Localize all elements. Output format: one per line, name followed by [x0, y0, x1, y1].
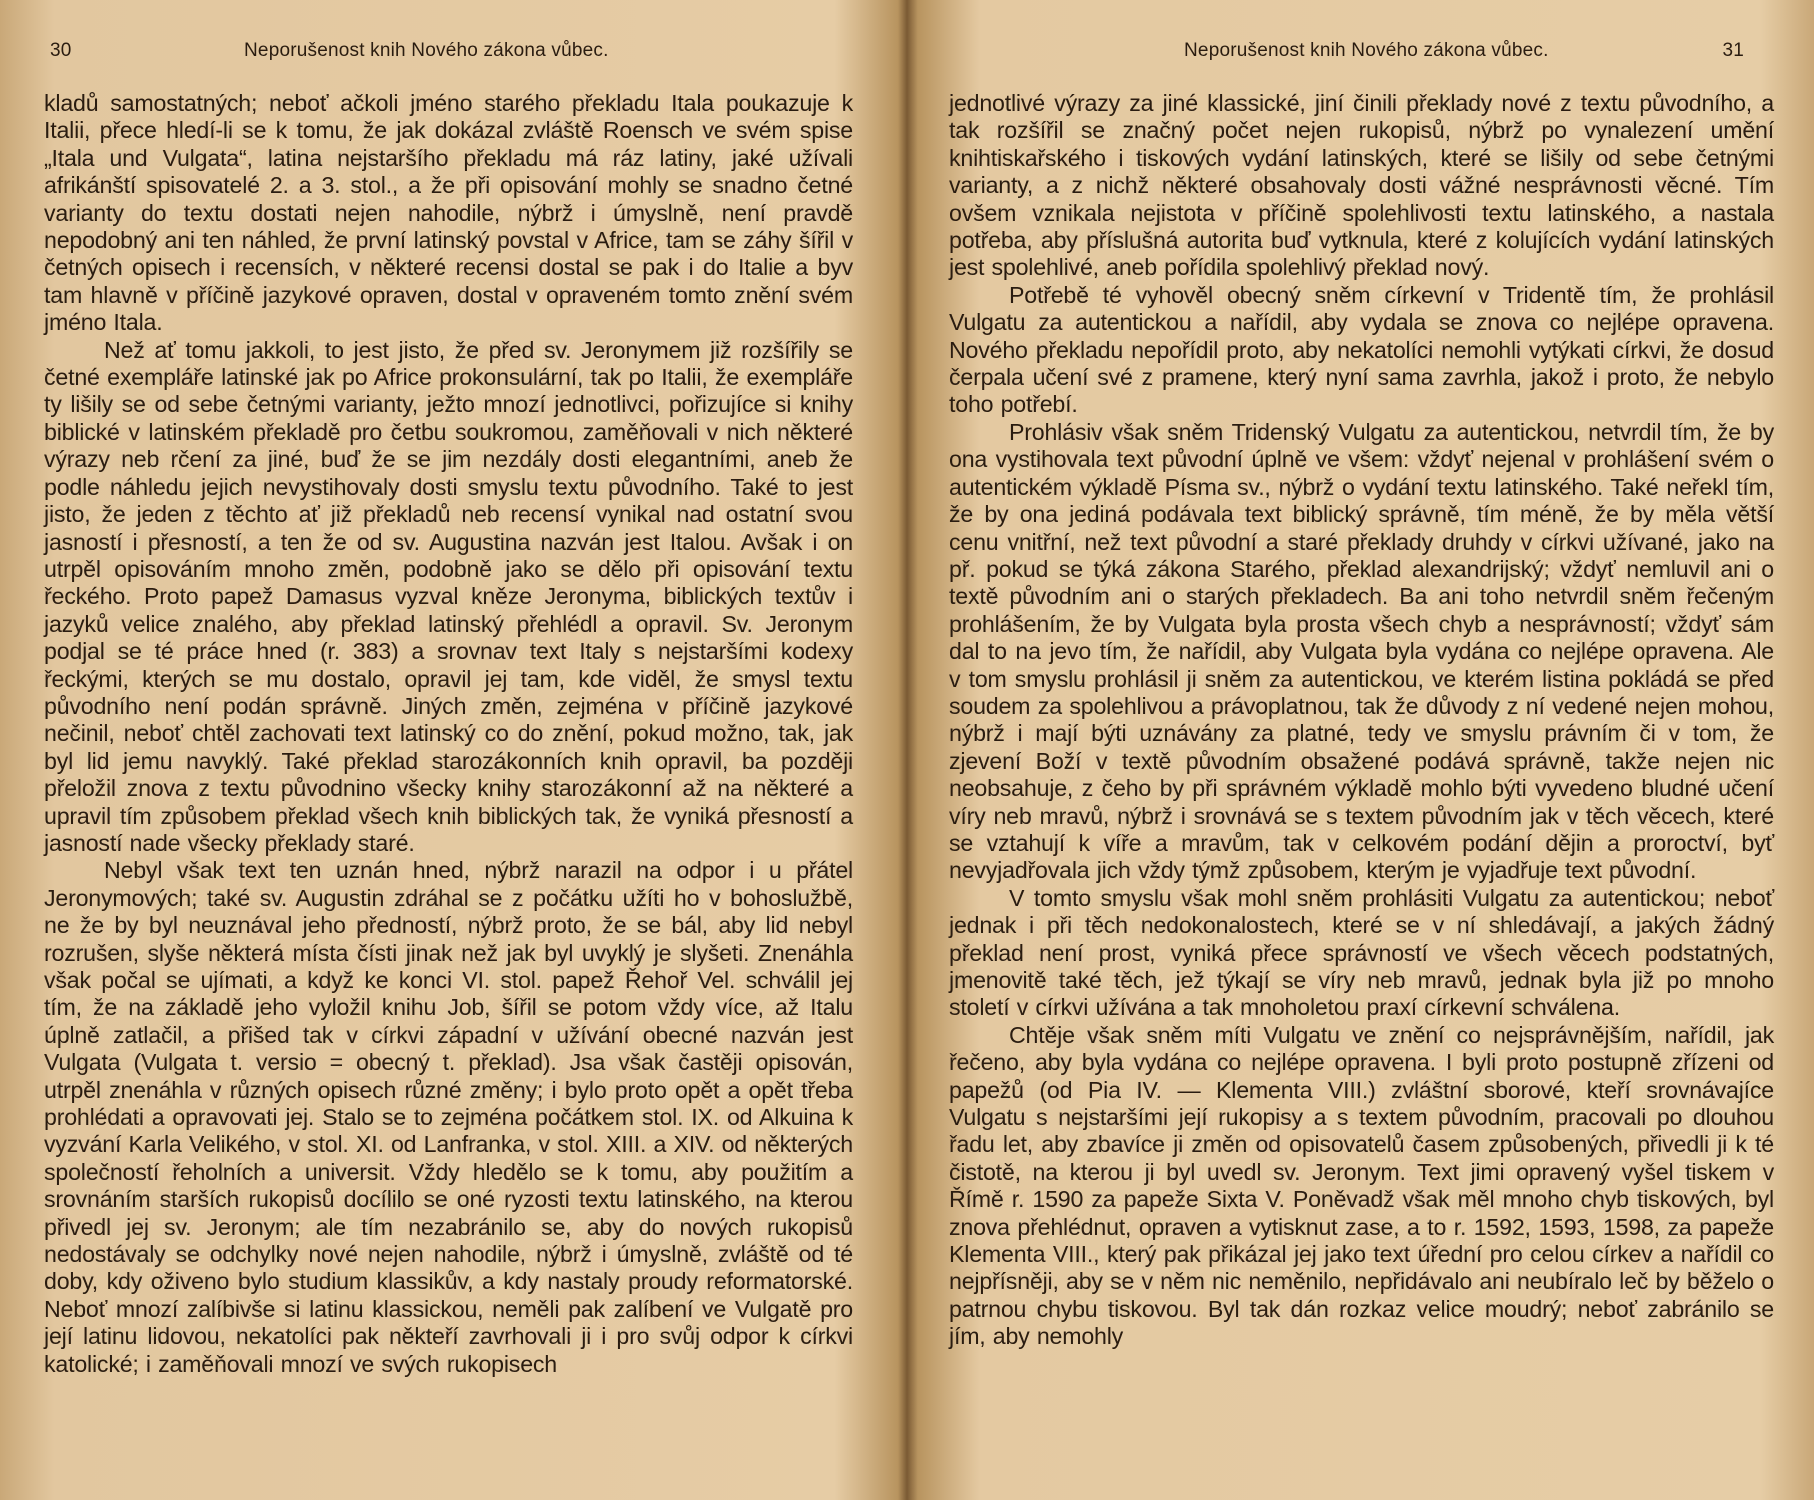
- paragraph: kladů samostatných; neboť ačkoli jméno starého překladu Itala poukazuje k Italii, přece hledí-li se k tomu, že jak dokázal zvláště Roensch ve svém spise „Itala und Vulgata“, latina nejstaršího překladu má ráz latiny, jaké užívali afrikánští spisovatelé 2. a 3. stol., a že při opisování mohly se snadno četné varianty do textu dostati nejen nahodile, nýbrž i úmyslně, není pravdě nepodobný ani ten náhled, že první latinský povstal v Africe, tam se záhy šířil v četných opisech i recensích, v některé recensi dostal se pak i do Italie a byv tam hlavně v příčině jazykové opraven, dostal v opraveném tomto znění svém jméno Itala.: [44, 90, 853, 336]
- page-header: [949, 40, 1774, 74]
- paragraph: Potřebě té vyhověl obecný sněm církevní v Tridentě tím, že prohlásil Vulgatu za autentickou a nařídil, aby vydala se znova co nejlépe opravena. Nového překladu nepořídil proto, aby nekatolíci nemohli vytýkati církvi, že dosud čerpala učení své z pramene, který nyní sama zavrhla, jakož i proto, že nebylo toho potřebí.: [949, 281, 1774, 418]
- right-page: [909, 0, 1814, 1500]
- page-body-text: [44, 90, 853, 1378]
- left-page: [0, 0, 905, 1500]
- page-header: [44, 40, 853, 74]
- paragraph: Nebyl však text ten uznán hned, nýbrž narazil na odpor i u přátel Jeronymových; také sv. Augustin zdráhal se z počátku užíti ho v bohoslužbě, ne že by byl neuznával jeho předností, nýbrž proto, že se bál, aby lid nebyl rozrušen, slyše některá místa čísti jinak než jak byl uvyklý je slyšeti. Znenáhla však počal se ujímati, a když ke konci VI. stol. papež Řehoř Vel. schválil jej tím, že na základě jeho vyložil knihu Job, šířil se potom vždy více, až Italu úplně zatlačil, a přišed tak v církvi západní v užívání obecné nazván jest Vulgata (Vulgata t. versio = obecný t. překlad). Jsa však častěji opisován, utrpěl znenáhla v různých opisech různé změny; i bylo proto opět a opět třeba prohlédati a opravovati jej. Stalo se to zejména počátkem stol. IX. od Alkuina k vyzvání Karla Velikého, v stol. XI. od Lanfranka, v stol. XIII. a XIV. od některých společností řeholních a universit. Vždy hledělo se k tomu, aby použitím a srovnáním starších rukopisů docílilo se oné ryzosti textu latinského, na kterou přivedl jej sv. Jeronym; ale tím nezabránilo se, aby do nových rukopisů nedostávaly se odchylky nové nejen nahodile, nýbrž i úmyslně, zvláště od té doby, kdy oživeno bylo studium klassikův, a kdy nastaly proudy reformatorské. Neboť mnozí zalíbivše si latinu klassickou, neměli pak zalíbení ve Vulgatě pro její latinu lidovou, nekatolíci pak někteří zavrhovali ji i pro svůj odpor k církvi katolické; i zaměňovali mnozí ve svých rukopisech: [44, 857, 853, 1377]
- running-title: Neporušenost knih Nového zákona vůbec.: [1184, 40, 1549, 61]
- running-title: Neporušenost knih Nového zákona vůbec.: [244, 40, 609, 61]
- page-body-text: [949, 90, 1774, 1351]
- paragraph: jednotlivé výrazy za jiné klassické, jiní činili překlady nové z textu původního, a tak rozšířil se značný počet nejen rukopisů, nýbrž po vynalezení umění knihtiskařského i tiskových vydání latinských, které se lišily od sebe četnými varianty, a z nichž některé obsahovaly dosti vážné nesprávnosti věcné. Tím ovšem vznikala nejistota v příčině spolehlivosti textu latinského, a nastala potřeba, aby příslušná autorita buď vytknula, které z kolujících vydání latinských jest spolehlivé, aneb pořídila spolehlivý překlad nový.: [949, 90, 1774, 281]
- paragraph: Chtěje však sněm míti Vulgatu ve znění co nejsprávnějším, nařídil, jak řečeno, aby byla vydána co nejlépe opravena. I byli proto postupně zřízeni od papežů (od Pia IV. — Klementa VIII.) zvláštní sborové, kteří srovnávajíce Vulgatu s nejstaršími její rukopisy a s textem původním, pracovali po dlouhou řadu let, aby zbavíce ji změn od opisovatelů časem způsobených, přivedli ji k té čistotě, na kterou ji byl uvedl sv. Jeronym. Text jimi opravený vyšel tiskem v Římě r. 1590 za papeže Sixta V. Poněvadž však měl mnoho chyb tiskových, byl znova přehlédnut, opraven a vytisknut zase, a to r. 1592, 1593, 1598, za papeže Klementa VIII., který pak přikázal jej jako text úřední pro celou církev a nařídil co nejpřísněji, aby se v něm nic neměnilo, nepřidávalo ani neubíralo leč by běželo o patrnou chybu tiskovou. Byl tak dán rozkaz velice moudrý; neboť zabránilo se jím, aby nemohly: [949, 1021, 1774, 1350]
- paragraph: Prohlásiv však sněm Tridenský Vulgatu za autentickou, netvrdil tím, že by ona vystihovala text původní úplně ve všem: vždyť nejenal v prohlášení svém o autentickém výkladě Písma sv., nýbrž o vydání textu latinského. Také neřekl tím, že by ona jediná podávala text biblický správně, tím méně, že by měla větší cenu vnitřní, než text původní a staré překlady druhdy v církvi užívané, jako na př. pokud se týká zákona Starého, překlad alexandrijský; vždyť nemluvil ani o textě původním ani o starých překladech. Ba ani toho netvrdil sněm řečeným prohlášením, že by Vulgata byla prosta všech chyb a nesprávností; vždyť sám dal to na jevo tím, že nařídil, aby Vulgata byla vydána co nejlépe opravena. Ale v tom smyslu prohlásil ji sněm za autentickou, ve kterém listina pokládá se před soudem za spolehlivou a právoplatnou, tak že důvody z ní vedené nejen mohou, nýbrž i mají býti uznávány za platné, tedy ve smyslu právním či v tom, že zjevení Boží v textě původním obsažené podává správně, takže nejen nic neobsahuje, z čeho by při správném výkladě mohlo býti vyvedeno bludné učení víry neb mravů, nýbrž i srovnává se s textem původním jak v těch věcech, které se vztahují k víře a mravům, tak v celkovém podání dějin a proroctví, byť nevyjadřovala jich vždy týmž způsobem, kterým je vyjadřuje text původní.: [949, 418, 1774, 884]
- paragraph: V tomto smyslu však mohl sněm prohlásiti Vulgatu za autentickou; neboť jednak i při těch nedokonalostech, které se v ní shledávají, a jakých žádný překlad není prost, vyniká přece správností ve všech věcech podstatných, jmenovitě také těch, jež týkají se víry neb mravů, jednak byla již po mnoho století v církvi užívána a tak mnoholetou praxí církevní schválena.: [949, 884, 1774, 1021]
- paragraph: Než ať tomu jakkoli, to jest jisto, že před sv. Jeronymem již rozšířily se četné exempláře latinské jak po Africe prokonsulární, tak po Italii, že exempláře ty lišily se od sebe četnými varianty, ježto mnozí jednotlivci, pořizujíce si knihy biblické v latinském překladě pro četbu soukromou, zaměňovali v nich některé výrazy neb rčení za jiné, buď že se jim nezdály dosti elegantními, aneb že podle náhledu jejich nevystihovaly dosti smyslu textu původního. Také to jest jisto, že jeden z těchto ať již překladů neb recensí vynikal nad ostatní svou jasností i přesností, a ten že od sv. Augustina nazván jest Italou. Avšak i on utrpěl opisováním mnoho změn, podobně jako se dělo při opisování textu řeckého. Proto papež Damasus vyzval kněze Jeronyma, biblických textův i jazyků velice znalého, aby překlad latinský přehlédl a opravil. Sv. Jeronym podjal se té práce hned (r. 383) a srovnav text Italy s nejstaršími kodexy řeckými, kterých se mu dostalo, opravil jej tam, kde viděl, že smysl textu původního není podán správně. Jiných změn, zejména v příčině jazykové nečinil, neboť chtěl zachovati text latinský co do znění, pokud možno, tak, jak byl lid jemu navyklý. Také překlad starozákonních knih opravil, ba později přeložil znova z textu původnino všecky knihy starozákonní až na některé a upravil tím způsobem překlad všech knih biblických tak, že vyniká přesností a jasností nade všecky překlady staré.: [44, 336, 853, 856]
- page-number: 31: [1722, 40, 1744, 61]
- page-number: 30: [50, 40, 72, 61]
